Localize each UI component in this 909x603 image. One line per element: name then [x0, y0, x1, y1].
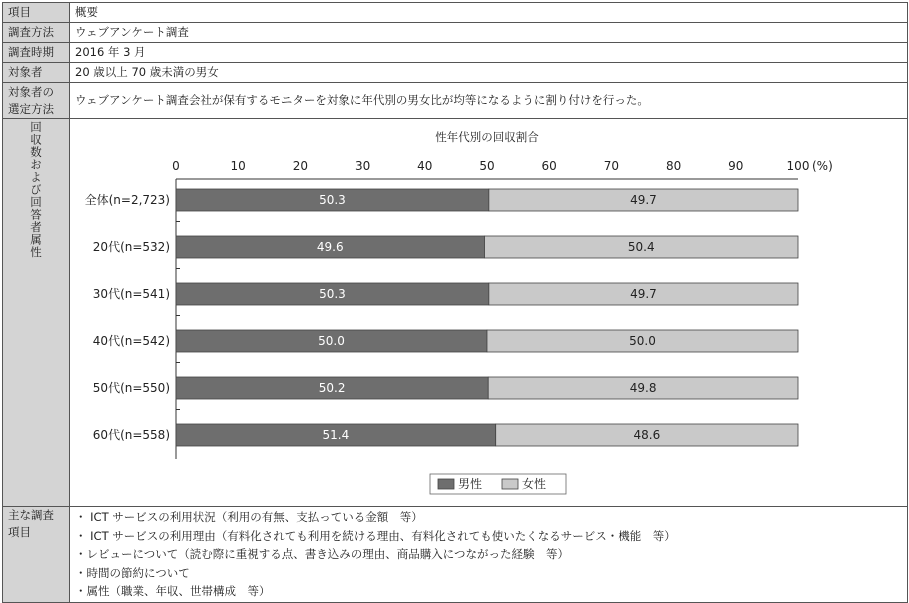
data-label: 50.3 [319, 287, 346, 301]
x-tick-label: 40 [417, 159, 433, 173]
category-label: 40代(n=542) [92, 334, 170, 348]
responses-label [3, 119, 70, 507]
items-label [3, 507, 70, 603]
responses-label-text: 回収数および回答者属性 [29, 121, 43, 259]
x-tick-label: 90 [728, 159, 744, 173]
data-label: 49.7 [630, 287, 657, 301]
data-label: 49.8 [629, 381, 657, 395]
x-tick-label: 50 [479, 159, 495, 173]
subjects-value: 20 歳以上 70 歳未満の男女 [70, 63, 908, 83]
category-label: 60代(n=558) [92, 428, 170, 442]
header-value: 概要 [70, 3, 908, 23]
list-item: ・ ICT サービスの利用理由（有料化されても利用を続ける理由、有料化されても使いたくなるサービス・機能 等） [75, 528, 676, 543]
data-label: 50.3 [319, 193, 346, 207]
data-label: 49.7 [630, 193, 657, 207]
data-label: 50.2 [318, 381, 346, 395]
category-label: 50代(n=550) [92, 381, 170, 395]
legend-label-female: 女性 [522, 477, 547, 491]
period-label: 調査時期 [3, 43, 70, 63]
list-item: ・ ICT サービスの利用状況（利用の有無、支払っている金額 等） [75, 510, 423, 524]
selection-label-line2: 選定方法 [8, 101, 54, 116]
data-label: 48.6 [633, 428, 661, 442]
x-tick-label: 20 [292, 159, 309, 173]
x-tick-label: 100 [786, 159, 810, 173]
responses-row [3, 119, 908, 507]
legend-swatch-male [438, 479, 454, 489]
x-tick-label: 30 [354, 159, 371, 173]
survey-items-list [75, 507, 902, 602]
subjects-row [3, 63, 908, 83]
items-row [3, 507, 908, 603]
x-tick-label: 60 [541, 159, 557, 173]
chart-cell [70, 119, 908, 507]
data-label: 51.4 [322, 428, 350, 442]
x-unit-label: (%) [812, 159, 833, 173]
category-label: 全体(n=2,723) [84, 193, 170, 207]
response-ratio-chart [70, 119, 909, 501]
category-label: 30代(n=541) [92, 287, 170, 301]
method-label: 調査方法 [3, 23, 70, 43]
items-label-line1: 主な調査 [8, 508, 54, 522]
selection-row [3, 83, 908, 119]
list-item: ・レビューについて（読む際に重視する点、書き込みの理由、商品購入につながった経験 等） [75, 547, 570, 561]
legend-label-male: 男性 [458, 477, 483, 491]
data-label: 50.4 [627, 240, 655, 254]
items-label-line2: 項目 [8, 525, 31, 539]
x-tick-label: 80 [665, 159, 682, 173]
list-item: ・属性（職業、年収、世帯構成 等） [75, 584, 271, 598]
method-value: ウェブアンケート調査 [70, 23, 908, 43]
data-label: 49.6 [316, 240, 344, 254]
chart-title: 性年代別の回収割合 [435, 130, 539, 144]
selection-label [3, 83, 70, 119]
subjects-label: 対象者 [3, 63, 70, 83]
method-row [3, 23, 908, 43]
list-item: ・時間の節約について [75, 565, 190, 580]
x-tick-label: 70 [603, 159, 620, 173]
header-label: 項目 [3, 3, 70, 23]
category-label: 20代(n=532) [92, 240, 170, 254]
data-label: 50.0 [629, 334, 656, 348]
survey-overview-table [2, 2, 908, 603]
data-label: 50.0 [318, 334, 345, 348]
x-tick-label: 10 [230, 159, 246, 173]
legend-swatch-female [502, 479, 518, 489]
selection-label-line1: 対象者の [8, 84, 54, 99]
items-value [70, 507, 908, 603]
period-row [3, 43, 908, 63]
x-tick-label: 0 [172, 159, 180, 173]
header-row [3, 3, 908, 23]
selection-value: ウェブアンケート調査会社が保有するモニターを対象に年代別の男女比が均等になるように割り付けを行った。 [70, 83, 908, 119]
period-value: 2016 年 3 月 [70, 43, 908, 63]
